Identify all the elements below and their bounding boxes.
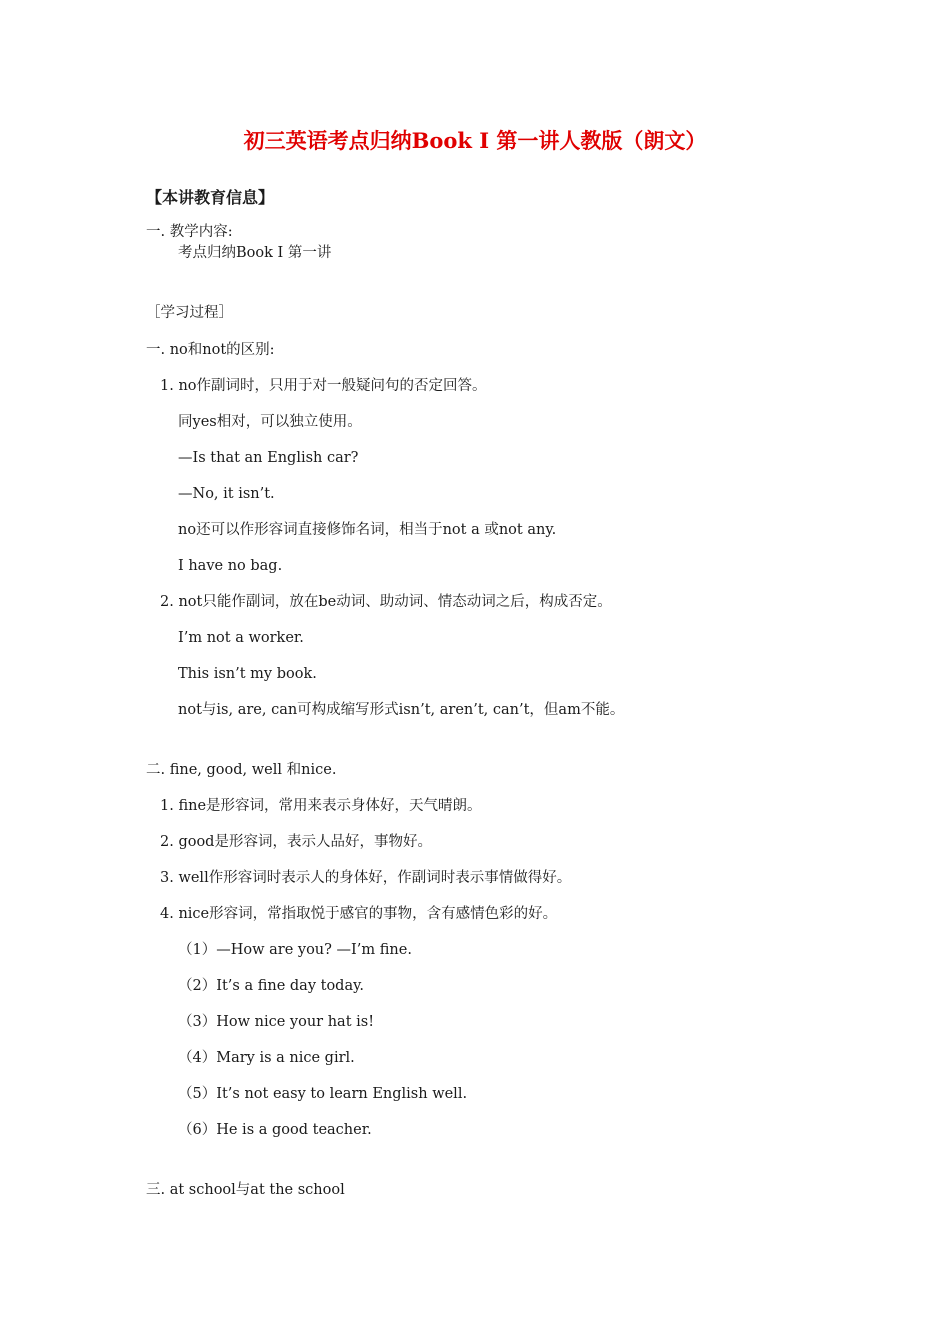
section2-example: （6）He is a good teacher.	[178, 1122, 372, 1138]
section1-item1-line: —Is that an English car?	[178, 450, 359, 466]
process-heading: ［学习过程］	[146, 305, 233, 321]
section1-item2-line: I’m not a worker.	[178, 630, 304, 646]
section1-item1-line: —No, it isn’t.	[178, 486, 275, 502]
section2-example: （4）Mary is a nice girl.	[178, 1050, 355, 1066]
section2-example: （5）It’s not easy to learn English well.	[178, 1086, 468, 1102]
section1-heading: 一. no和not的区别:	[146, 342, 275, 358]
section1-item2-line: not与is, are, can可构成缩写形式isn’t, aren’t, can’t，但am不能。	[178, 702, 625, 718]
section1-item2: 2. not只能作副词，放在be动词、助动词、情态动词之后，构成否定。	[160, 594, 612, 610]
document-title: 初三英语考点归纳Book I 第一讲人教版（朗文）	[243, 128, 707, 153]
section2-example: （1）—How are you? —I’m fine.	[178, 942, 412, 958]
section2-item: 3. well作形容词时表示人的身体好，作副词时表示事情做得好。	[160, 870, 572, 886]
teaching-label: 一. 教学内容:	[146, 224, 233, 240]
info-heading: 【本讲教育信息】	[146, 188, 275, 207]
section2-item: 2. good是形容词，表示人品好，事物好。	[160, 834, 432, 850]
teaching-content: 考点归纳Book I 第一讲	[178, 245, 332, 261]
section2-heading: 二. fine, good, well 和nice.	[146, 762, 337, 778]
section2-item: 4. nice形容词，常指取悦于感官的事物，含有感情色彩的好。	[160, 906, 558, 922]
section2-example: （2）It’s a fine day today.	[178, 978, 364, 994]
section1-item1: 1. no作副词时，只用于对一般疑问句的否定回答。	[160, 378, 487, 394]
section2-example: （3）How nice your hat is!	[178, 1014, 375, 1030]
section1-item2-line: This isn’t my book.	[178, 666, 317, 682]
section1-item1-line: 同yes相对，可以独立使用。	[178, 414, 362, 430]
section3-heading: 三. at school与at the school	[146, 1182, 345, 1198]
section2-item: 1. fine是形容词，常用来表示身体好，天气晴朗。	[160, 798, 482, 814]
section1-item1-line: I have no bag.	[178, 558, 283, 574]
section1-item1-line: no还可以作形容词直接修饰名词，相当于not a 或not any.	[178, 522, 557, 538]
